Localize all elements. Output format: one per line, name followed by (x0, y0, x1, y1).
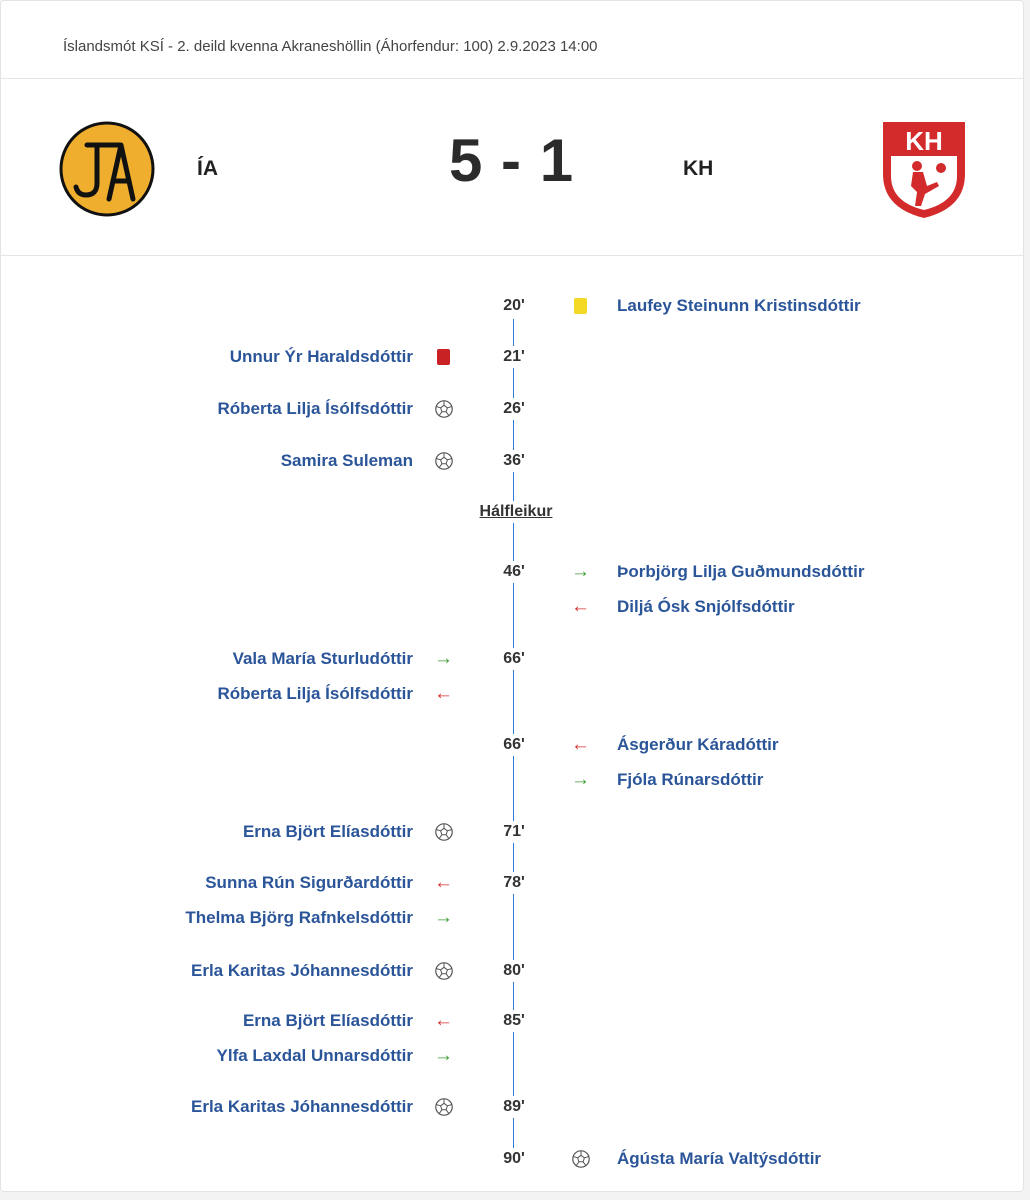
player-link[interactable]: Róberta Lilja Ísólfsdóttir (217, 684, 413, 703)
ball-icon (571, 1149, 593, 1169)
sub-in-arrow-icon: → (434, 648, 453, 669)
player-link[interactable]: Diljá Ósk Snjólfsdóttir (617, 597, 795, 616)
event-minute: 36' (489, 450, 539, 472)
player-link[interactable]: Ylfa Laxdal Unnarsdóttir (216, 1046, 413, 1065)
sub-out-arrow-icon: ← (571, 596, 590, 617)
ball-icon (434, 451, 456, 471)
score: 5 - 1 (449, 127, 575, 194)
event-row (1, 765, 1023, 795)
player-link[interactable]: Samira Suleman (280, 451, 413, 470)
away-team-name[interactable]: KH (683, 157, 714, 180)
event-minute: 78' (489, 872, 539, 894)
event-row (1, 342, 1023, 372)
sub-in-arrow-icon: → (434, 1045, 453, 1066)
player-link[interactable]: Erla Karitas Jóhannesdóttir (190, 1097, 413, 1116)
sub-out-arrow-icon: ← (571, 734, 590, 755)
match-info: Íslandsmót KSÍ - 2. deild kvenna Akraneshöllin (Áhorfendur: 100) 2.9.2023 14:00 (63, 38, 598, 55)
player-link[interactable]: Laufey Steinunn Kristinsdóttir (617, 296, 861, 315)
player-link[interactable]: Thelma Björg Rafnkelsdóttir (185, 908, 413, 927)
event-row (1, 644, 1023, 674)
player-link[interactable]: Erna Björt Elíasdóttir (242, 1011, 413, 1030)
event-minute: 20' (489, 295, 539, 317)
event-minute: 66' (489, 734, 539, 756)
player-link[interactable]: Þorbjörg Lilja Guðmundsdóttir (617, 562, 865, 581)
kh-crest-logo[interactable] (877, 116, 971, 222)
event-row (1, 679, 1023, 709)
home-team-name[interactable]: ÍA (197, 157, 218, 180)
ia-crest-logo[interactable] (59, 121, 155, 217)
player-link[interactable]: Vala María Sturludóttir (232, 649, 413, 668)
event-minute: 21' (489, 346, 539, 368)
ball-icon (434, 1097, 456, 1117)
event-row (1, 394, 1023, 424)
player-link[interactable]: Ágústa María Valtýsdóttir (617, 1149, 822, 1168)
divider (1, 255, 1023, 256)
sub-out-arrow-icon: ← (434, 872, 453, 893)
event-row (1, 868, 1023, 898)
event-minute: 71' (489, 821, 539, 843)
player-link[interactable]: Unnur Ýr Haraldsdóttir (229, 347, 413, 366)
event-minute: 90' (489, 1148, 539, 1170)
player-link[interactable]: Erla Karitas Jóhannesdóttir (190, 961, 413, 980)
event-minute: 80' (489, 960, 539, 982)
sub-in-arrow-icon: → (571, 561, 590, 582)
event-row (1, 557, 1023, 587)
event-row (1, 1092, 1023, 1122)
sub-in-arrow-icon: → (434, 907, 453, 928)
event-minute: 46' (489, 561, 539, 583)
yellow-card-icon (571, 296, 593, 316)
player-link[interactable]: Róberta Lilja Ísólfsdóttir (217, 399, 413, 418)
event-row (1, 817, 1023, 847)
divider (1, 78, 1023, 79)
ball-icon (434, 399, 456, 419)
player-link[interactable]: Erna Björt Elíasdóttir (242, 822, 413, 841)
event-row (1, 903, 1023, 933)
player-link[interactable]: Fjóla Rúnarsdóttir (617, 770, 764, 789)
event-row (1, 446, 1023, 476)
event-row (1, 291, 1023, 321)
event-row (1, 1144, 1023, 1174)
event-row (1, 1006, 1023, 1036)
ball-icon (434, 961, 456, 981)
event-minute: 85' (489, 1010, 539, 1032)
halftime-label: Hálfleikur (431, 501, 601, 523)
event-row (1, 1041, 1023, 1071)
event-row (1, 592, 1023, 622)
event-minute: 89' (489, 1096, 539, 1118)
event-row (1, 730, 1023, 760)
sub-out-arrow-icon: ← (434, 683, 453, 704)
ball-icon (434, 822, 456, 842)
event-minute: 26' (489, 398, 539, 420)
red-card-icon (434, 347, 456, 367)
kh-crest-text: KH (905, 126, 943, 156)
sub-out-arrow-icon: ← (434, 1010, 453, 1031)
event-minute: 66' (489, 648, 539, 670)
event-row (1, 956, 1023, 986)
sub-in-arrow-icon: → (571, 769, 590, 790)
player-link[interactable]: Sunna Rún Sigurðardóttir (205, 873, 413, 892)
player-link[interactable]: Ásgerður Káradóttir (617, 735, 779, 754)
